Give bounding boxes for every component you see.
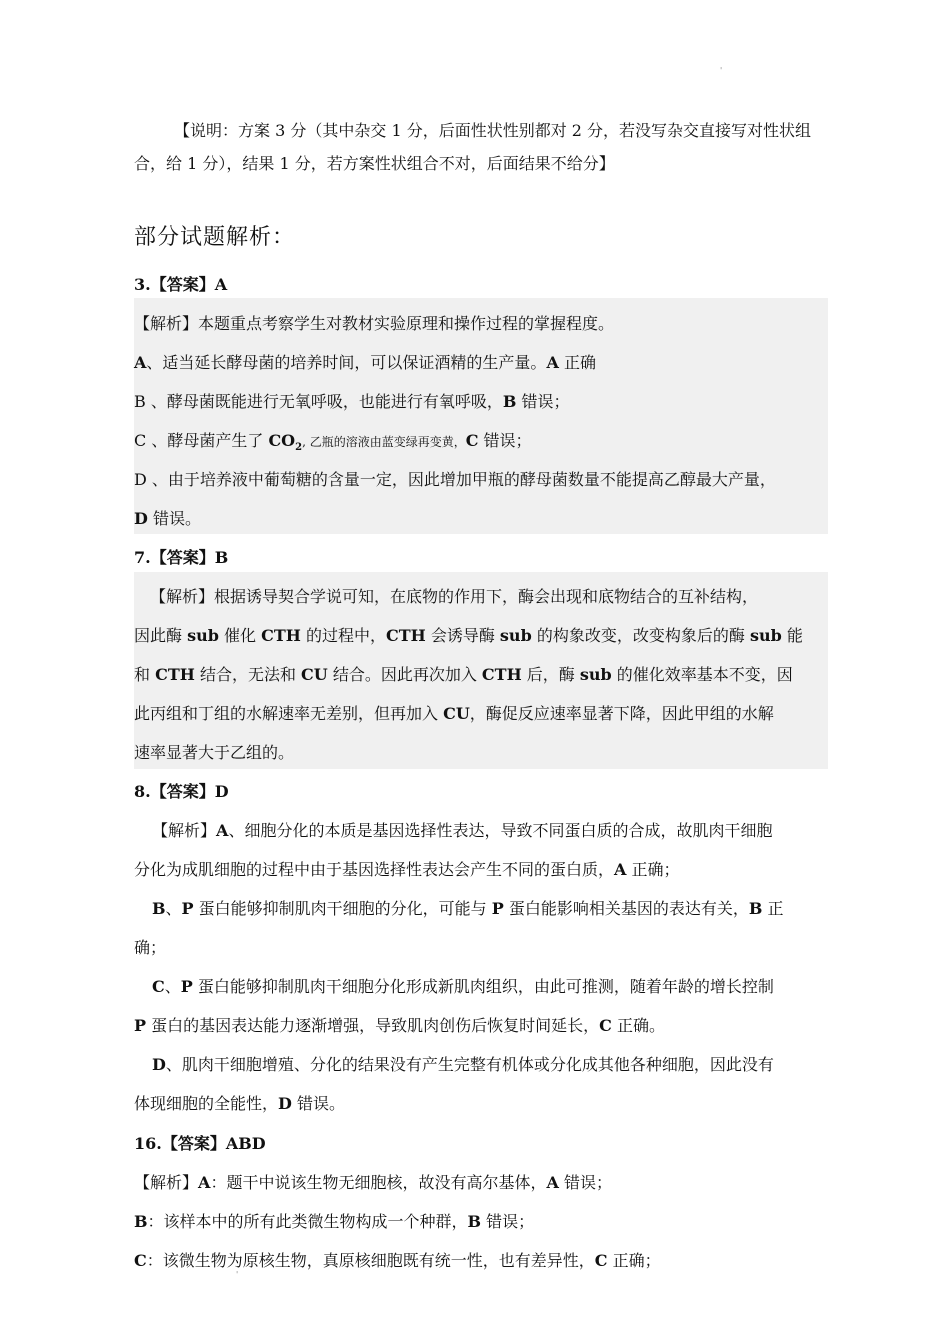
q8-b-line-2: 确； bbox=[134, 938, 167, 957]
q7-line-2: 因此酶 sub 催化 CTH 的过程中，CTH 会诱导酶 sub 的构象改变，改变构象后的酶 sub 能 bbox=[134, 626, 803, 645]
q3-answer: 3.【答案】A bbox=[134, 275, 228, 294]
q7-line-3: 和 CTH 结合，无法和 CU 结合。因此再次加入 CTH 后，酶 sub 的催化效率基本不变，因 bbox=[134, 665, 793, 684]
q16-line-2: B：该样本中的所有此类微生物构成一个种群，B 错误； bbox=[134, 1212, 535, 1231]
q8-b-line-1: B、P 蛋白能够抑制肌肉干细胞的分化，可能与 P 蛋白能影响相关基因的表达有关，B 正 bbox=[152, 899, 784, 918]
q8-d-line-1: D、肌肉干细胞增殖、分化的结果没有产生完整有机体或分化成其他各种细胞，因此没有 bbox=[152, 1055, 774, 1074]
q7-line-4: 此丙组和丁组的水解速率无差别，但再加入 CU，酶促反应速率显著下降，因此甲组的水解 bbox=[134, 704, 774, 723]
q3-option-d: D 、由于培养液中葡萄糖的含量一定，因此增加甲瓶的酵母菌数量不能提高乙醇最大产量， bbox=[134, 470, 776, 489]
section-title: 部分试题解析： bbox=[134, 225, 296, 250]
header-dot: ' bbox=[720, 66, 723, 75]
q3-option-b: B 、酵母菌既能进行无氧呼吸，也能进行有氧呼吸，B 错误； bbox=[134, 392, 570, 411]
q8-a-line-1: 【解析】A、细胞分化的本质是基因选择性表达，导致不同蛋白质的合成，故肌肉干细胞 bbox=[152, 821, 773, 840]
q8-d-line-2: 体现细胞的全能性，D 错误。 bbox=[134, 1094, 345, 1113]
q16-line-3: C：该微生物为原核生物，真原核细胞既有统一性，也有差异性，C 正确； bbox=[134, 1251, 661, 1270]
q3-option-c: C 、酵母菌产生了 $CO_2$, 乙瓶的溶液由蓝变绿再变黄，C 错误； bbox=[134, 431, 532, 454]
q8-a-line-2: 分化为成肌细胞的过程中由于基因选择性表达会产生不同的蛋白质，A 正确； bbox=[134, 860, 680, 879]
q3-option-a: A、适当延长酵母菌的培养时间，可以保证酒精的生产量。A 正确 bbox=[134, 353, 596, 372]
q8-answer: 8.【答案】D bbox=[134, 782, 229, 801]
q7-answer: 7.【答案】B bbox=[134, 548, 229, 567]
q16-answer: 16.【答案】ABD bbox=[134, 1134, 266, 1153]
q8-c-line-1: C、P 蛋白能够抑制肌肉干细胞分化形成新肌肉组织，由此可推测，随着年龄的增长控制 bbox=[152, 977, 774, 996]
scoring-note: 【说明：方案 3 分（其中杂交 1 分，后面性状性别都对 2 分，若没写杂交直接写对性状组合，给 1 分），结果 1 分，若方案性状组合不对，后面结果不给分】 bbox=[134, 121, 812, 173]
q7-line-5: 速率显著大于乙组的。 bbox=[134, 743, 295, 762]
q16-line-1: 【解析】A：题干中说该生物无细胞核，故没有高尔基体，A 错误； bbox=[134, 1173, 612, 1192]
q3-option-d-cont: D 错误。 bbox=[134, 509, 201, 528]
footer-dot: ' bbox=[236, 1270, 239, 1279]
q3-analysis-intro: 【解析】本题重点考察学生对教材实验原理和操作过程的掌握程度。 bbox=[134, 314, 615, 333]
q7-line-1: 【解析】根据诱导契合学说可知，在底物的作用下，酶会出现和底物结合的互补结构， bbox=[150, 587, 759, 606]
q8-c-line-2: P 蛋白的基因表达能力逐渐增强，导致肌肉创伤后恢复时间延长，C 正确。 bbox=[134, 1016, 665, 1035]
